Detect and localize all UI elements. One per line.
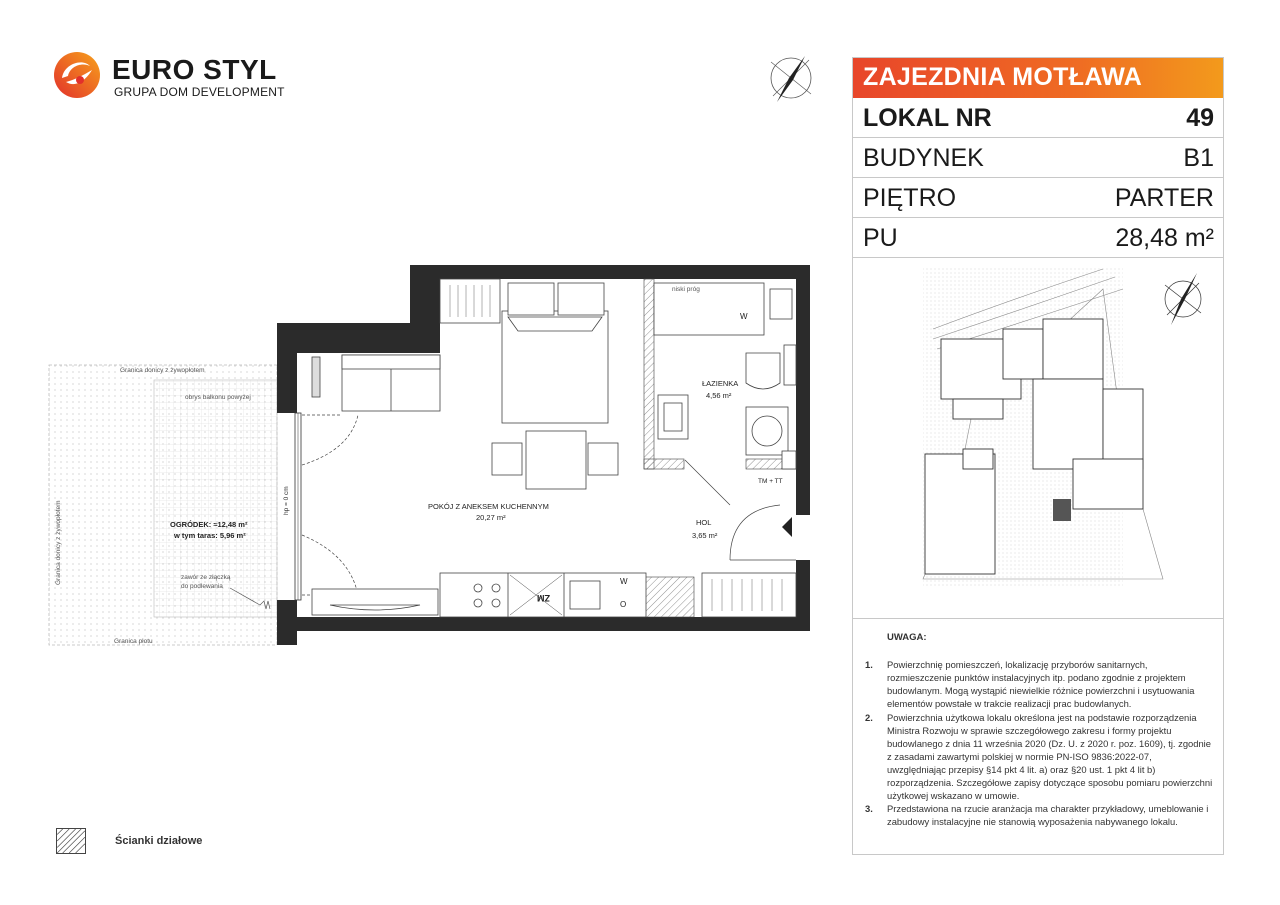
row-area <box>853 218 1223 258</box>
note-number: 2. <box>865 712 873 723</box>
brand-name: EURO STYL <box>112 54 277 85</box>
note-number: 3. <box>865 803 873 814</box>
row-unit-number <box>853 98 1223 138</box>
hall-area: 3,65 m² <box>692 531 718 540</box>
row-value: 28,48 m² <box>1115 224 1214 252</box>
zm-label: ZM <box>537 593 550 603</box>
partition-hatch-icon <box>56 828 86 854</box>
window-left <box>283 413 301 600</box>
note-text: Powierzchnia użytkowa lokalu określona jest na podstawie rozporządzenia Ministra Rozwoju w sprawie szczegółowego zakresu i formy projektu budowlanego z dnia 11 września 2020 (Dz. U. z 2020 r. poz. 1609), tj. zgodnie z zasadami zawartymi polskiej w normie PN-ISO 9836:2022-07, uwzględniając przepisy §14 pkt 4 lit. a) oraz §20 ust. 1 pkt 4 lit b) rozporządzenia. Szczegółowe zapisy dotyczące sposobu pomiaru powierzchni użytkowej wskazano w umowie. <box>887 712 1213 801</box>
row-building <box>853 138 1223 178</box>
project-header <box>853 58 1223 98</box>
low-threshold-label: niski próg <box>672 286 700 293</box>
garden-top-label: Granica donicy z żywopłotem <box>120 367 205 374</box>
info-panel <box>852 57 1224 855</box>
floor-plan <box>40 255 820 665</box>
notes-title: UWAGA: <box>887 632 927 643</box>
hall-name: HOL <box>696 518 712 527</box>
tm-tt-label: TM + TT <box>758 478 783 485</box>
project-name: ZAJEZDNIA MOTŁAWA <box>863 63 1143 91</box>
legend-label: Ścianki działowe <box>115 835 203 847</box>
row-label: PU <box>863 224 898 252</box>
garden-area-label: OGRÓDEK: ≈12,48 m² <box>170 520 248 529</box>
brand-logo <box>52 50 285 102</box>
row-label: BUDYNEK <box>863 144 984 172</box>
terrace-area-label: w tym taras: 5,96 m² <box>174 531 246 540</box>
brand-subtitle: GRUPA DOM DEVELOPMENT <box>114 85 285 99</box>
note-text: Powierzchnię pomieszczeń, lokalizację przyborów sanitarnych, rozmieszczenie punktów instalacyjnych itp. podano zgodnie z projektem budowlanym. Mogą wystąpić niewielkie różnice powierzchni i usytuowania elementów powstałe w trakcie realizacji prac budowlanych. <box>887 659 1195 709</box>
valve-label-1: zawór ze złączką <box>181 574 231 581</box>
balcony-outline-label: obrys balkonu powyżej <box>185 394 251 401</box>
euro-styl-logo-icon <box>52 50 102 100</box>
o-label: O <box>620 600 627 609</box>
site-map <box>853 259 1223 619</box>
garden-bottom-label: Granica płotu <box>114 638 153 645</box>
north-arrow-icon <box>767 52 815 104</box>
row-floor <box>853 178 1223 218</box>
bath-area: 4,56 m² <box>706 391 732 400</box>
row-value: 49 <box>1186 104 1214 132</box>
hp-label: hp = 0 cm <box>283 486 290 515</box>
water-label: W <box>740 312 748 321</box>
room-area: 20,27 m² <box>476 513 506 522</box>
row-value: B1 <box>1183 144 1214 172</box>
w2-label: W <box>620 577 628 586</box>
valve-label-2: do podlewania <box>181 583 223 590</box>
garden-left-label: Granica donicy z żywopłotem <box>55 500 62 585</box>
room-name: POKÓJ Z ANEKSEM KUCHENNYM <box>428 502 549 511</box>
row-label: PIĘTRO <box>863 184 957 212</box>
row-value: PARTER <box>1114 184 1214 212</box>
note-text: Przedstawiona na rzucie aranżacja ma charakter przykładowy, umeblowanie i zabudowy instalacyjne nie stanowią wyposażenia nabywanego lokalu. <box>887 803 1209 827</box>
entrance-arrow-icon <box>782 517 792 537</box>
row-label: LOKAL NR <box>863 104 992 132</box>
note-number: 1. <box>865 659 873 670</box>
bath-name: ŁAZIENKA <box>702 379 739 388</box>
garden-area <box>49 365 277 645</box>
